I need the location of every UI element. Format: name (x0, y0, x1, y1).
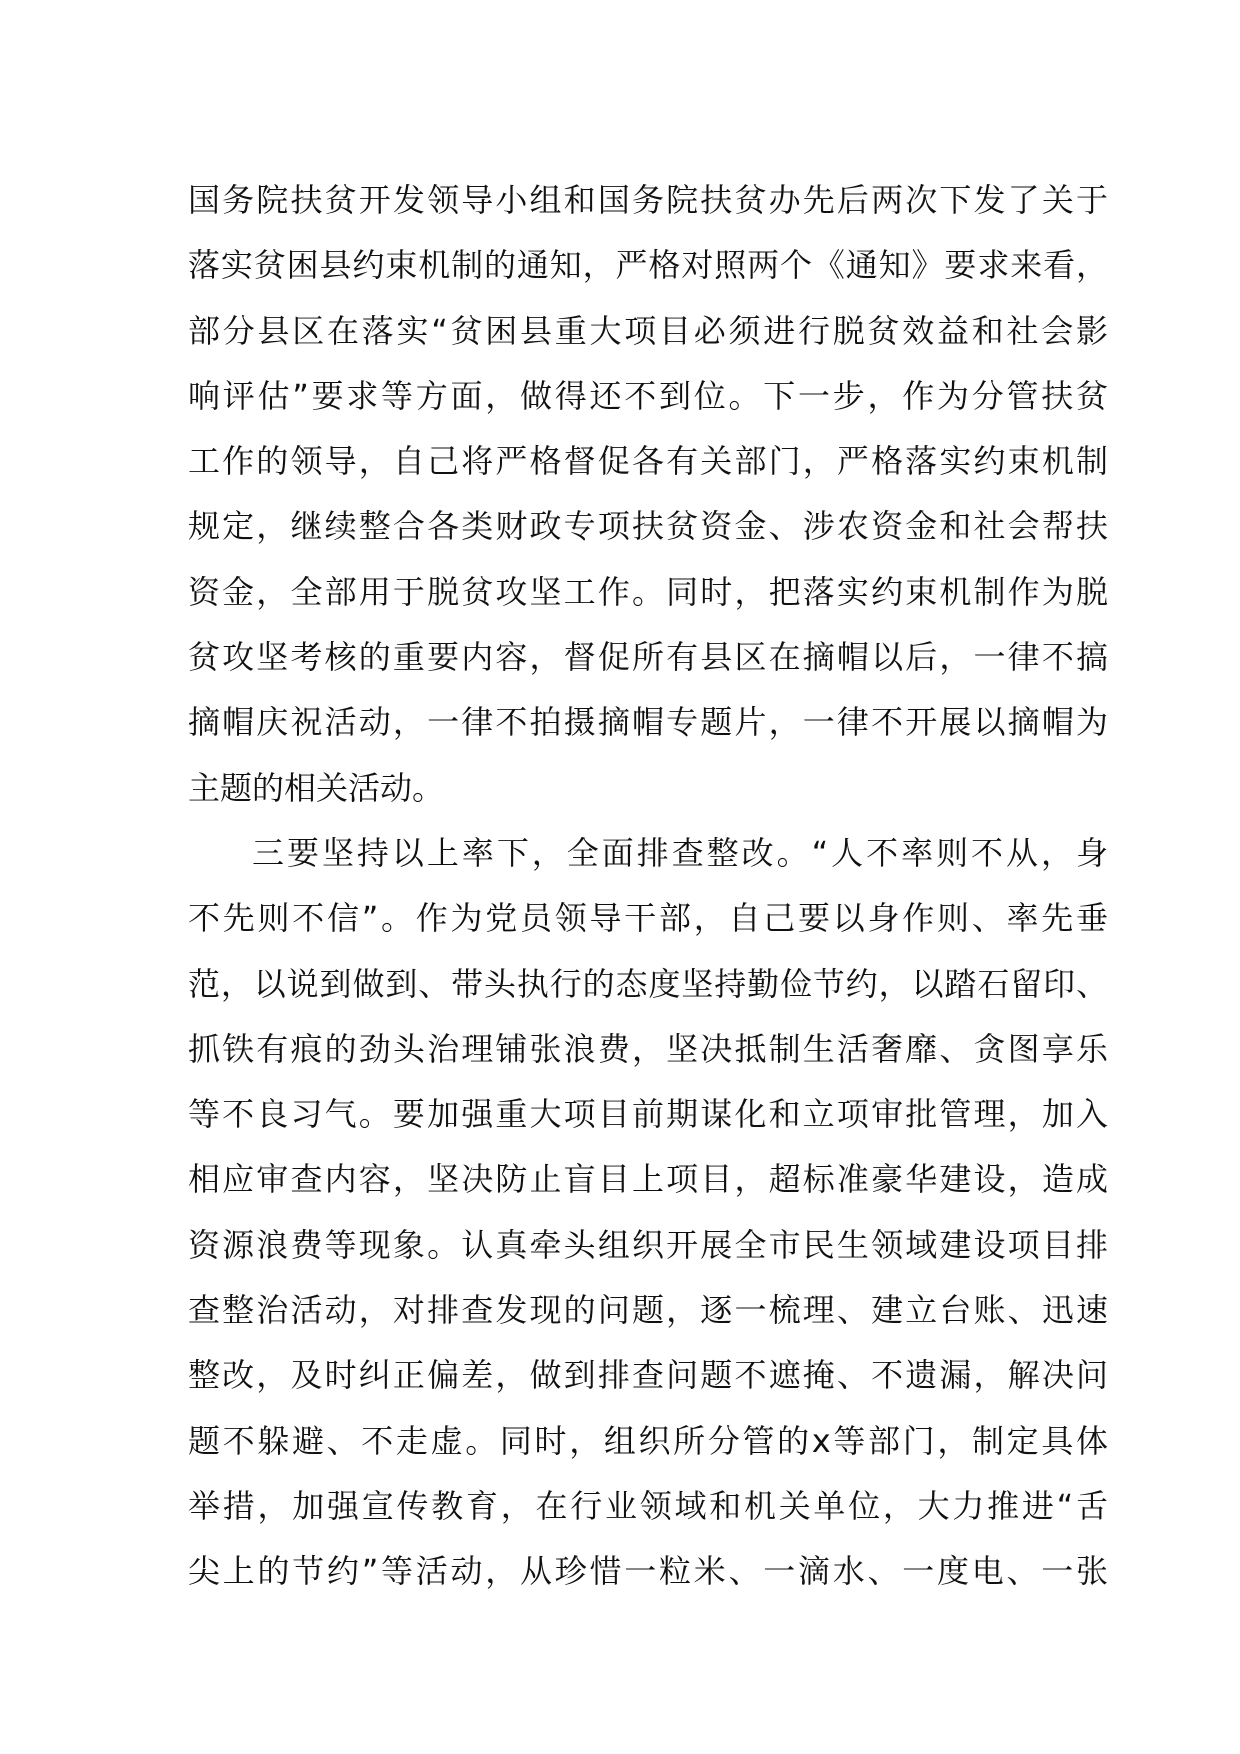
text-line: 题不躲避、不走虚。同时，组织所分管的x等部门，制定具体 (188, 1421, 1108, 1460)
paragraph (188, 821, 1108, 1605)
text-line: 国务院扶贫开发领导小组和国务院扶贫办先后两次下发了关于 (188, 181, 1108, 219)
text-line: 规定，继续整合各类财政专项扶贫资金、涉农资金和社会帮扶 (188, 507, 1108, 546)
text-line: 响评估”要求等方面，做得还不到位。下一步，作为分管扶贫 (188, 376, 1108, 415)
text-line: 尖上的节约”等活动，从珍惜一粒米、一滴水、一度电、一张 (188, 1552, 1108, 1591)
text-line: 举措，加强宣传教育，在行业领域和机关单位，大力推进“舌 (188, 1486, 1108, 1525)
text-line: 贫攻坚考核的重要内容，督促所有县区在摘帽以后，一律不搞 (188, 638, 1108, 677)
text-line: 部分县区在落实“贫困县重大项目必须进行脱贫效益和社会影 (188, 311, 1108, 350)
text-line: 资源浪费等现象。认真牵头组织开展全市民生领域建设项目排 (188, 1225, 1108, 1264)
text-line: 相应审查内容，坚决防止盲目上项目，超标准豪华建设，造成 (188, 1160, 1108, 1199)
text-line: 整改，及时纠正偏差，做到排查问题不遮掩、不遗漏，解决问 (188, 1356, 1108, 1395)
text-line: 范，以说到做到、带头执行的态度坚持勤俭节约，以踏石留印、 (188, 964, 1108, 1003)
text-line: 抓铁有痕的劲头治理铺张浪费，坚决抵制生活奢靡、贪图享乐 (188, 1029, 1108, 1068)
text-line: 资金，全部用于脱贫攻坚工作。同时，把落实约束机制作为脱 (188, 572, 1108, 611)
text-line: 等不良习气。要加强重大项目前期谋化和立项审批管理，加入 (188, 1095, 1108, 1134)
text-line: 工作的领导，自己将严格督促各有关部门，严格落实约束机制 (188, 442, 1108, 481)
text-line: 落实贫困县约束机制的通知，严格对照两个《通知》要求来看， (188, 246, 1108, 285)
text-line: 主题的相关活动。 (188, 768, 445, 807)
text-line: 查整治活动，对排查发现的问题，逐一梳理、建立台账、迅速 (188, 1291, 1108, 1330)
text-line: 三要坚持以上率下，全面排查整改。“人不率则不从，身 (252, 833, 1108, 872)
paragraph (188, 168, 1108, 821)
body-text (188, 168, 1108, 1605)
text-line: 摘帽庆祝活动，一律不拍摄摘帽专题片，一律不开展以摘帽为 (188, 703, 1108, 742)
text-line: 不先则不信”。作为党员领导干部，自己要以身作则、率先垂 (188, 899, 1108, 938)
